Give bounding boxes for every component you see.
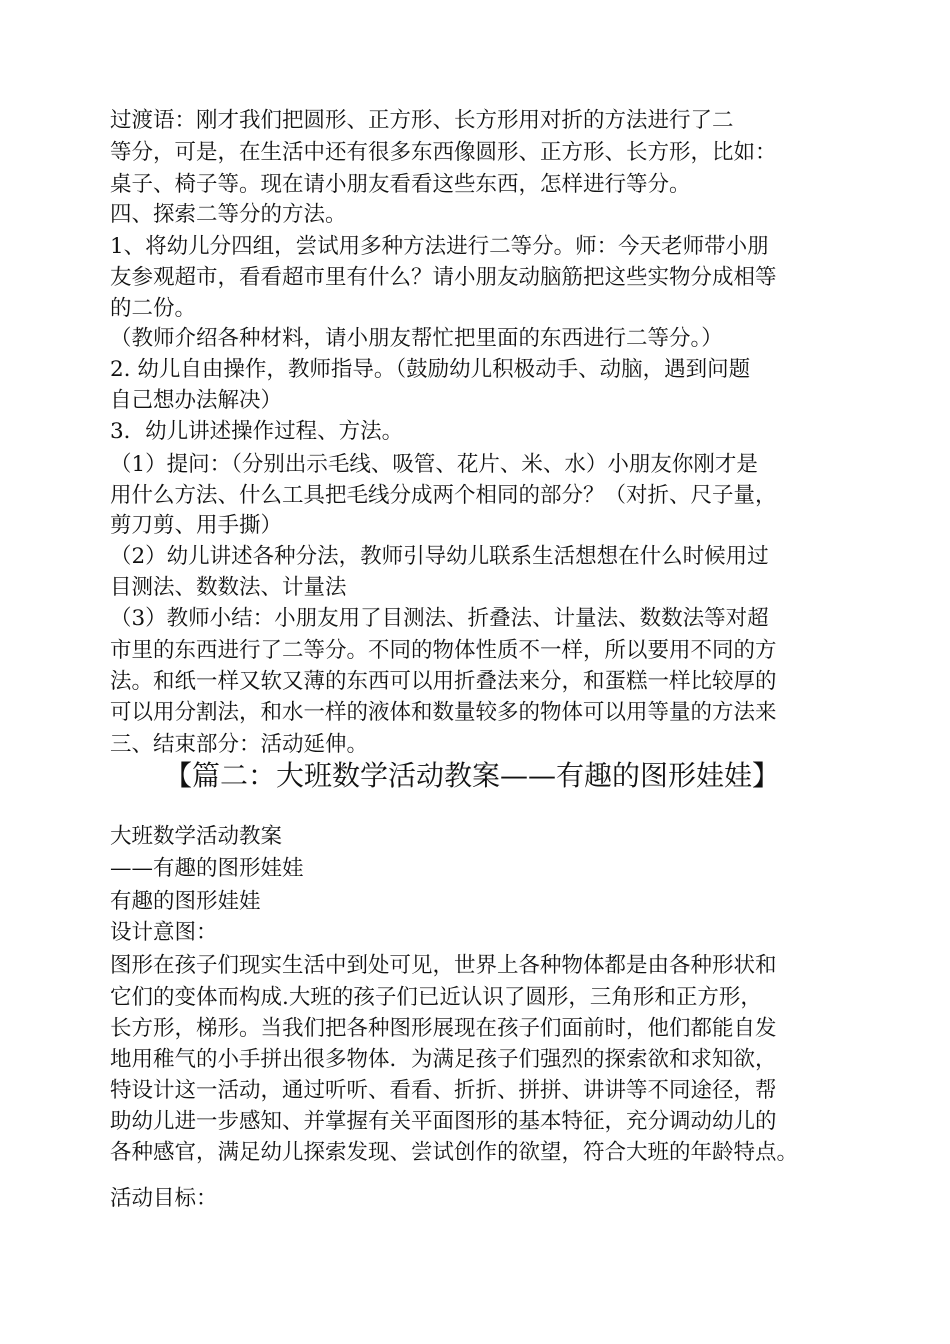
text-line: 市里的东西进行了二等分。不同的物体性质不一样，所以要用不同的方	[110, 638, 777, 663]
text-line: 自己想办法解决）	[110, 388, 283, 413]
section-heading: 四、探索二等分的方法。	[110, 202, 347, 227]
text-line: 3．幼儿讲述操作过程、方法。	[110, 419, 404, 444]
text-line: （教师介绍各种材料，请小朋友帮忙把里面的东西进行二等分。）	[110, 326, 723, 351]
text-line: 图形在孩子们现实生活中到处可见，世界上各种物体都是由各种形状和	[110, 953, 777, 978]
text-line: 法。和纸一样又软又薄的东西可以用折叠法来分，和蛋糕一样比较厚的	[110, 669, 777, 694]
section-heading: 三、结束部分：活动延伸。	[110, 732, 369, 757]
text-line: 长方形，梯形。当我们把各种图形展现在孩子们面前时，他们都能自发	[110, 1016, 777, 1041]
subtitle-line: 大班数学活动教案	[110, 824, 283, 849]
section-heading: 活动目标：	[110, 1186, 218, 1211]
text-line: 2. 幼儿自由操作，教师指导。（鼓励幼儿积极动手、动脑，遇到问题	[110, 357, 751, 382]
text-line: 有趣的图形娃娃	[110, 889, 261, 914]
text-line: 目测法、数数法、计量法	[110, 575, 347, 600]
text-line: 用什么方法、什么工具把毛线分成两个相同的部分？（对折、尺子量，	[110, 483, 777, 508]
text-line: （3）教师小结：小朋友用了目测法、折叠法、计量法、数数法等对超	[110, 606, 769, 631]
text-line: 等分，可是，在生活中还有很多东西像圆形、正方形、长方形，比如：	[110, 140, 777, 165]
text-line: 各种感官，满足幼儿探索发现、尝试创作的欲望，符合大班的年龄特点。	[110, 1140, 799, 1165]
text-line: 特设计这一活动，通过听听、看看、折折、拼拼、讲讲等不同途径，帮	[110, 1078, 777, 1103]
text-line: （2）幼儿讲述各种分法，教师引导幼儿联系生活想想在什么时候用过	[110, 544, 769, 569]
document-heading: 【篇二：大班数学活动教案——有趣的图形娃娃】	[164, 759, 781, 792]
text-line: 过渡语：刚才我们把圆形、正方形、长方形用对折的方法进行了二	[110, 108, 734, 133]
text-line: 友参观超市，看看超市里有什么？请小朋友动脑筋把这些实物分成相等	[110, 265, 777, 290]
text-line: 助幼儿进一步感知、并掌握有关平面图形的基本特征，充分调动幼儿的	[110, 1109, 777, 1134]
text-line: 1、将幼儿分四组，尝试用多种方法进行二等分。师：今天老师带小朋	[110, 234, 769, 259]
text-line: 地用稚气的小手拼出很多物体．为满足孩子们强烈的探索欲和求知欲，	[110, 1047, 777, 1072]
text-line: 可以用分割法，和水一样的液体和数量较多的物体可以用等量的方法来	[110, 700, 777, 725]
text-line: 它们的变体而构成.大班的孩子们已近认识了圆形，三角形和正方形，	[110, 985, 762, 1010]
text-line: （1）提问：（分别出示毛线、吸管、花片、米、水）小朋友你刚才是	[110, 452, 758, 477]
subtitle-line: ——有趣的图形娃娃	[110, 856, 304, 881]
text-line: 剪刀剪、用手撕）	[110, 513, 283, 538]
text-line: 的二份。	[110, 296, 197, 321]
text-line: 桌子、椅子等。现在请小朋友看看这些东西，怎样进行等分。	[110, 172, 691, 197]
section-heading: 设计意图：	[110, 920, 218, 945]
